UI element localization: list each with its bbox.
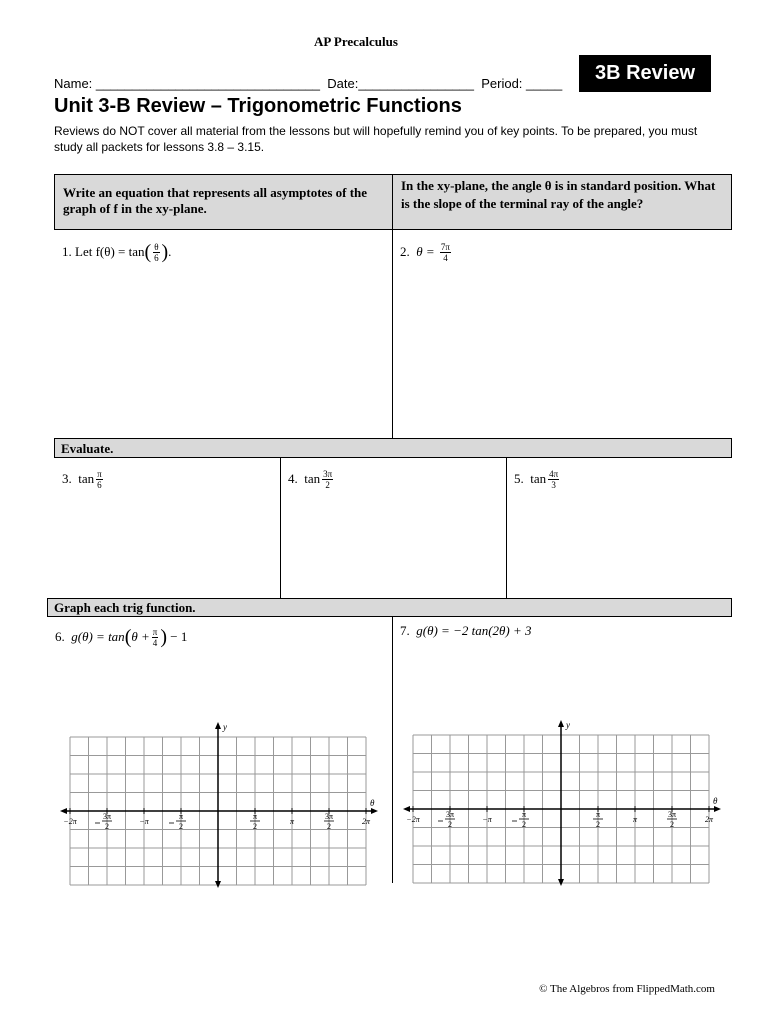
x-axis-arrow xyxy=(714,806,721,812)
problem-2-fraction: $\frac{7\pi}{4}$ xyxy=(440,241,450,263)
tick-numerator: π xyxy=(521,810,527,819)
tick-text: −2π xyxy=(406,815,420,824)
tick-label xyxy=(482,815,492,824)
tick-numerator: 3π xyxy=(667,810,677,819)
tick-text: π xyxy=(289,817,295,826)
tick-label xyxy=(633,815,638,824)
tick-numerator: 3π xyxy=(445,810,455,819)
tick-denominator: 2 xyxy=(522,820,526,829)
problem-2-text: θ = xyxy=(416,244,435,259)
problem-1-number: 1. xyxy=(62,244,72,259)
tick-label xyxy=(290,817,295,826)
tick-denominator: 2 xyxy=(253,822,257,831)
tick-text: π xyxy=(632,815,638,824)
y-axis-arrow xyxy=(215,722,221,729)
tick-label xyxy=(705,815,714,824)
tick-label xyxy=(63,817,77,826)
tick-text: −π xyxy=(139,817,149,826)
tick-label xyxy=(250,812,260,831)
tick-label xyxy=(593,810,603,829)
copyright-footer: © The Algebros from FlippedMath.com xyxy=(539,983,715,995)
problem-3: 3. tan $\frac{\pi}{6}$ xyxy=(62,468,102,490)
divider-vertical-4 xyxy=(392,617,393,883)
review-badge: 3B Review xyxy=(579,55,711,92)
problem-2 xyxy=(400,238,453,266)
y-axis-label: y xyxy=(566,720,570,730)
x-axis-arrow xyxy=(403,806,410,812)
problem-1-text: Let f(θ) = tan xyxy=(75,244,145,259)
problem-5: 5. tan $\frac{4\pi}{3}$ xyxy=(514,468,559,490)
evaluate-header: Evaluate. xyxy=(54,438,732,458)
coordinate-grid-right xyxy=(403,718,728,888)
x-axis-arrow xyxy=(371,808,378,814)
tick-label xyxy=(438,810,455,829)
slope-header: In the xy-plane, the angle θ is in standard position. What is the slope of the terminal ray of the angle? xyxy=(392,174,732,230)
tick-denominator: 2 xyxy=(670,820,674,829)
name-date-period-line: Name: _______________________________ Date:________________ Period: _____ xyxy=(54,76,563,91)
divider-vertical-3 xyxy=(506,458,507,598)
problem-1: 1. Let f(θ) = tan ( $\frac{\theta}{6}$ ) . xyxy=(62,241,172,263)
problem-7: 7. g(θ) = −2 tan(2θ) + 3 xyxy=(400,623,532,638)
problem-6: 6. g(θ) = tan ( θ + $\frac{\pi}{4}$ ) − 1 xyxy=(55,626,188,648)
tick-text: −π xyxy=(482,815,492,824)
tick-denominator: 2 xyxy=(327,822,331,831)
tick-numerator: π xyxy=(178,812,184,821)
tick-label xyxy=(169,812,186,831)
x-axis-label: θ xyxy=(370,798,375,808)
tick-label xyxy=(362,817,371,826)
tick-text: 2π xyxy=(704,815,714,824)
tick-label xyxy=(324,812,334,831)
tick-numerator: π xyxy=(252,812,258,821)
tick-text: 2π xyxy=(361,817,371,826)
tick-label xyxy=(406,815,420,824)
x-axis-label: θ xyxy=(713,796,718,806)
tick-numerator: 3π xyxy=(102,812,112,821)
y-axis-label: y xyxy=(223,722,227,732)
problem-4: 4. tan $\frac{3\pi}{2}$ xyxy=(288,468,333,490)
tick-label xyxy=(139,817,149,826)
graph-header: Graph each trig function. xyxy=(47,598,732,617)
tick-denominator: 2 xyxy=(596,820,600,829)
problem-1-fraction: $\frac{\theta}{6}$ xyxy=(154,241,159,263)
tick-text: −2π xyxy=(63,817,77,826)
asymptote-header: Write an equation that represents all asymptotes of the graph of f in the xy-plane. xyxy=(54,174,393,230)
tick-denominator: 2 xyxy=(448,820,452,829)
tick-denominator: 2 xyxy=(105,822,109,831)
tick-denominator: 2 xyxy=(179,822,183,831)
x-axis-arrow xyxy=(60,808,67,814)
page-title: Unit 3-B Review – Trigonometric Functions xyxy=(54,95,462,117)
tick-label xyxy=(512,810,529,829)
problem-2-number: 2. xyxy=(400,244,410,259)
coordinate-grid-left xyxy=(60,720,385,890)
tick-label xyxy=(667,810,677,829)
tick-numerator: 3π xyxy=(324,812,334,821)
y-axis-arrow xyxy=(558,720,564,727)
divider-vertical-1 xyxy=(392,230,393,438)
tick-numerator: π xyxy=(595,810,601,819)
tick-label xyxy=(95,812,112,831)
instructions-note: Reviews do NOT cover all material from the lessons but will hopefully remind you of key points. To be prepared, you must study all packets for lessons 3.8 – 3.15. xyxy=(54,124,698,154)
divider-vertical-2 xyxy=(280,458,281,598)
course-title: AP Precalculus xyxy=(314,34,398,49)
